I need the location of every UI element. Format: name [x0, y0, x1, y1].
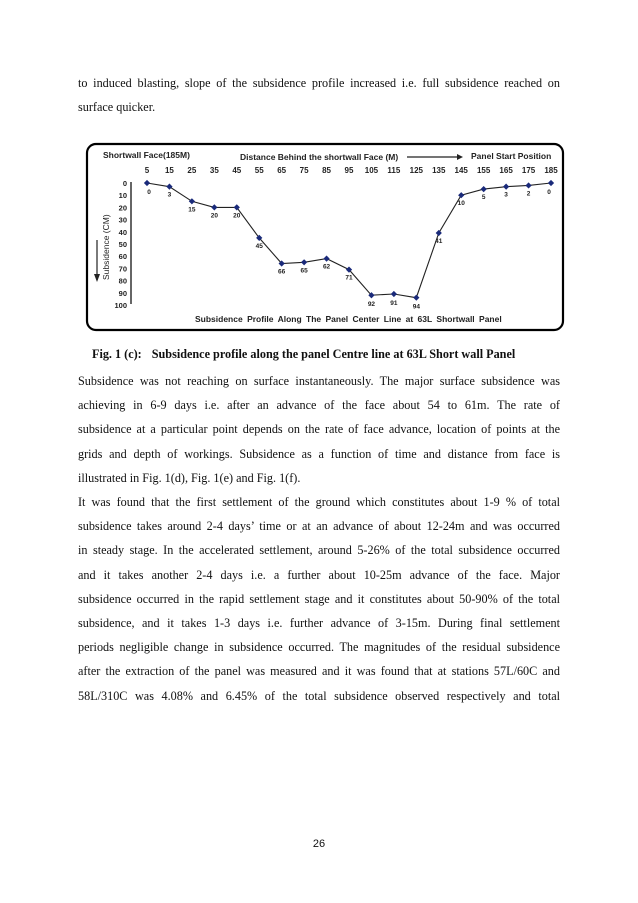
- data-label: 2: [526, 190, 531, 198]
- data-label: 91: [390, 300, 398, 308]
- page-number: 26: [312, 838, 326, 850]
- text-line: and it takes another 2-4 days i.e. a further about 10-25m advance of the face. Major: [78, 567, 560, 582]
- data-label: 62: [322, 263, 331, 271]
- x-tick-label: 135: [432, 166, 446, 175]
- data-label: 5: [481, 194, 486, 202]
- y-tick-label: 10: [118, 191, 127, 201]
- data-label: 3: [504, 191, 508, 199]
- y-tick-label: 0: [122, 179, 127, 188]
- x-tick-label: 85: [322, 166, 332, 175]
- x-tick-label: 65: [277, 166, 287, 175]
- data-label: 92: [367, 301, 376, 309]
- text-line: subsidence, and it takes 1-3 days i.e. further advance of 3-15m. During final settlement: [78, 615, 560, 630]
- text-line: subsidence takes around 2-4 days’ time or at an advance of about 12-24m and was occurred: [78, 519, 560, 534]
- x-tick-label: 105: [364, 166, 379, 175]
- body-paragraph-2: [78, 490, 560, 708]
- chart-top-right-label: Panel Start Position: [471, 151, 552, 161]
- y-axis-label: Subsidence (CM): [101, 214, 111, 280]
- data-label: 20: [210, 212, 218, 220]
- data-label: 66: [278, 268, 286, 276]
- y-tick-label: 20: [118, 203, 127, 213]
- text-line: surface quicker.: [78, 100, 156, 115]
- x-tick-label: 95: [344, 166, 354, 175]
- x-tick-label: 145: [454, 166, 468, 175]
- data-label: 20: [233, 212, 241, 220]
- data-label: 15: [188, 206, 196, 214]
- x-tick-label: 185: [544, 166, 558, 175]
- text-line: It was found that the first settlement of the ground which constitutes about 1-9 % of total: [78, 495, 560, 509]
- x-tick-label: 75: [299, 166, 309, 175]
- text-line: in steady stage. In the accelerated settlement, around 5-26% of the total subsidence occurred: [78, 543, 560, 558]
- caption-text: Subsidence profile along the panel Centre line at 63L Short wall Panel: [151, 347, 516, 361]
- text-line: after the extraction of the panel was measured and it was found that at stations 57L/60C and: [78, 664, 560, 679]
- text-line: subsidence at a particular point depends on the rate of face advance, location of points at the: [78, 422, 560, 437]
- text-line: illustrated in Fig. 1(d), Fig. 1(e) and Fig. 1(f).: [78, 470, 301, 485]
- x-tick-label: 25: [187, 166, 197, 175]
- x-tick-label: 155: [476, 166, 491, 175]
- y-tick-label: 60: [118, 252, 127, 262]
- y-tick-label: 30: [118, 215, 127, 225]
- text-line: subsidence occurred in the rapid settlement stage and it constitutes about 50-90% of the total: [78, 591, 560, 606]
- caption-label: Fig. 1 (c):: [92, 347, 142, 361]
- data-label: 45: [255, 242, 263, 250]
- x-tick-label: 55: [254, 166, 264, 175]
- data-label: 0: [147, 189, 151, 196]
- text-line: achieving in 6-9 days i.e. after an advance of the face about 54 to 61m. The rate of: [78, 398, 560, 413]
- chart-top-left-label: Shortwall Face(185M): [103, 150, 190, 160]
- data-label: 94: [412, 303, 420, 311]
- x-tick-label: 5: [144, 166, 150, 175]
- text-line: Subsidence was not reaching on surface instantaneously. The major surface subsidence was: [78, 374, 560, 388]
- chart-title: Subsidence Profile Along The Panel Center Line at 63L Shortwall Panel: [195, 314, 502, 324]
- text-line: grids and depth of workings. Subsidence as a function of time and distance from face is: [78, 446, 560, 461]
- y-tick-label: 80: [118, 276, 127, 286]
- x-tick-label: 125: [409, 166, 424, 175]
- x-tick-label: 35: [209, 166, 219, 175]
- x-tick-label: 15: [164, 166, 174, 175]
- data-label: 10: [457, 200, 465, 208]
- subsidence-chart: [85, 142, 565, 332]
- y-tick-label: 70: [118, 264, 127, 274]
- x-tick-label: 115: [387, 166, 401, 175]
- text-line: to induced blasting, slope of the subsidence profile increased i.e. full subsidence reached on: [78, 76, 560, 90]
- data-label: 71: [345, 274, 353, 282]
- y-tick-label: 90: [118, 288, 127, 298]
- x-tick-label: 175: [521, 166, 536, 175]
- data-label: 41: [435, 238, 443, 246]
- chart-top-center-label: Distance Behind the shortwall Face (M): [240, 152, 399, 162]
- text-line: periods negligible change in subsidence occurred. The magnitudes of the residual subsidence: [78, 640, 560, 655]
- data-label: 65: [300, 267, 308, 275]
- subsidence-figure: [85, 142, 565, 332]
- figure-caption: [92, 347, 562, 362]
- y-tick-label: 40: [118, 227, 127, 237]
- body-paragraph-1: [78, 369, 560, 490]
- x-tick-label: 45: [232, 166, 242, 175]
- x-tick-label: 165: [499, 166, 513, 175]
- y-tick-label: 50: [118, 240, 127, 249]
- text-line: 58L/310C was 4.08% and 6.45% of the total subsidence observed respectively and total: [78, 688, 560, 703]
- top-paragraph: [78, 71, 560, 119]
- y-tick-label: 100: [114, 301, 127, 310]
- data-label: 3: [167, 191, 172, 199]
- data-label: 0: [547, 189, 551, 196]
